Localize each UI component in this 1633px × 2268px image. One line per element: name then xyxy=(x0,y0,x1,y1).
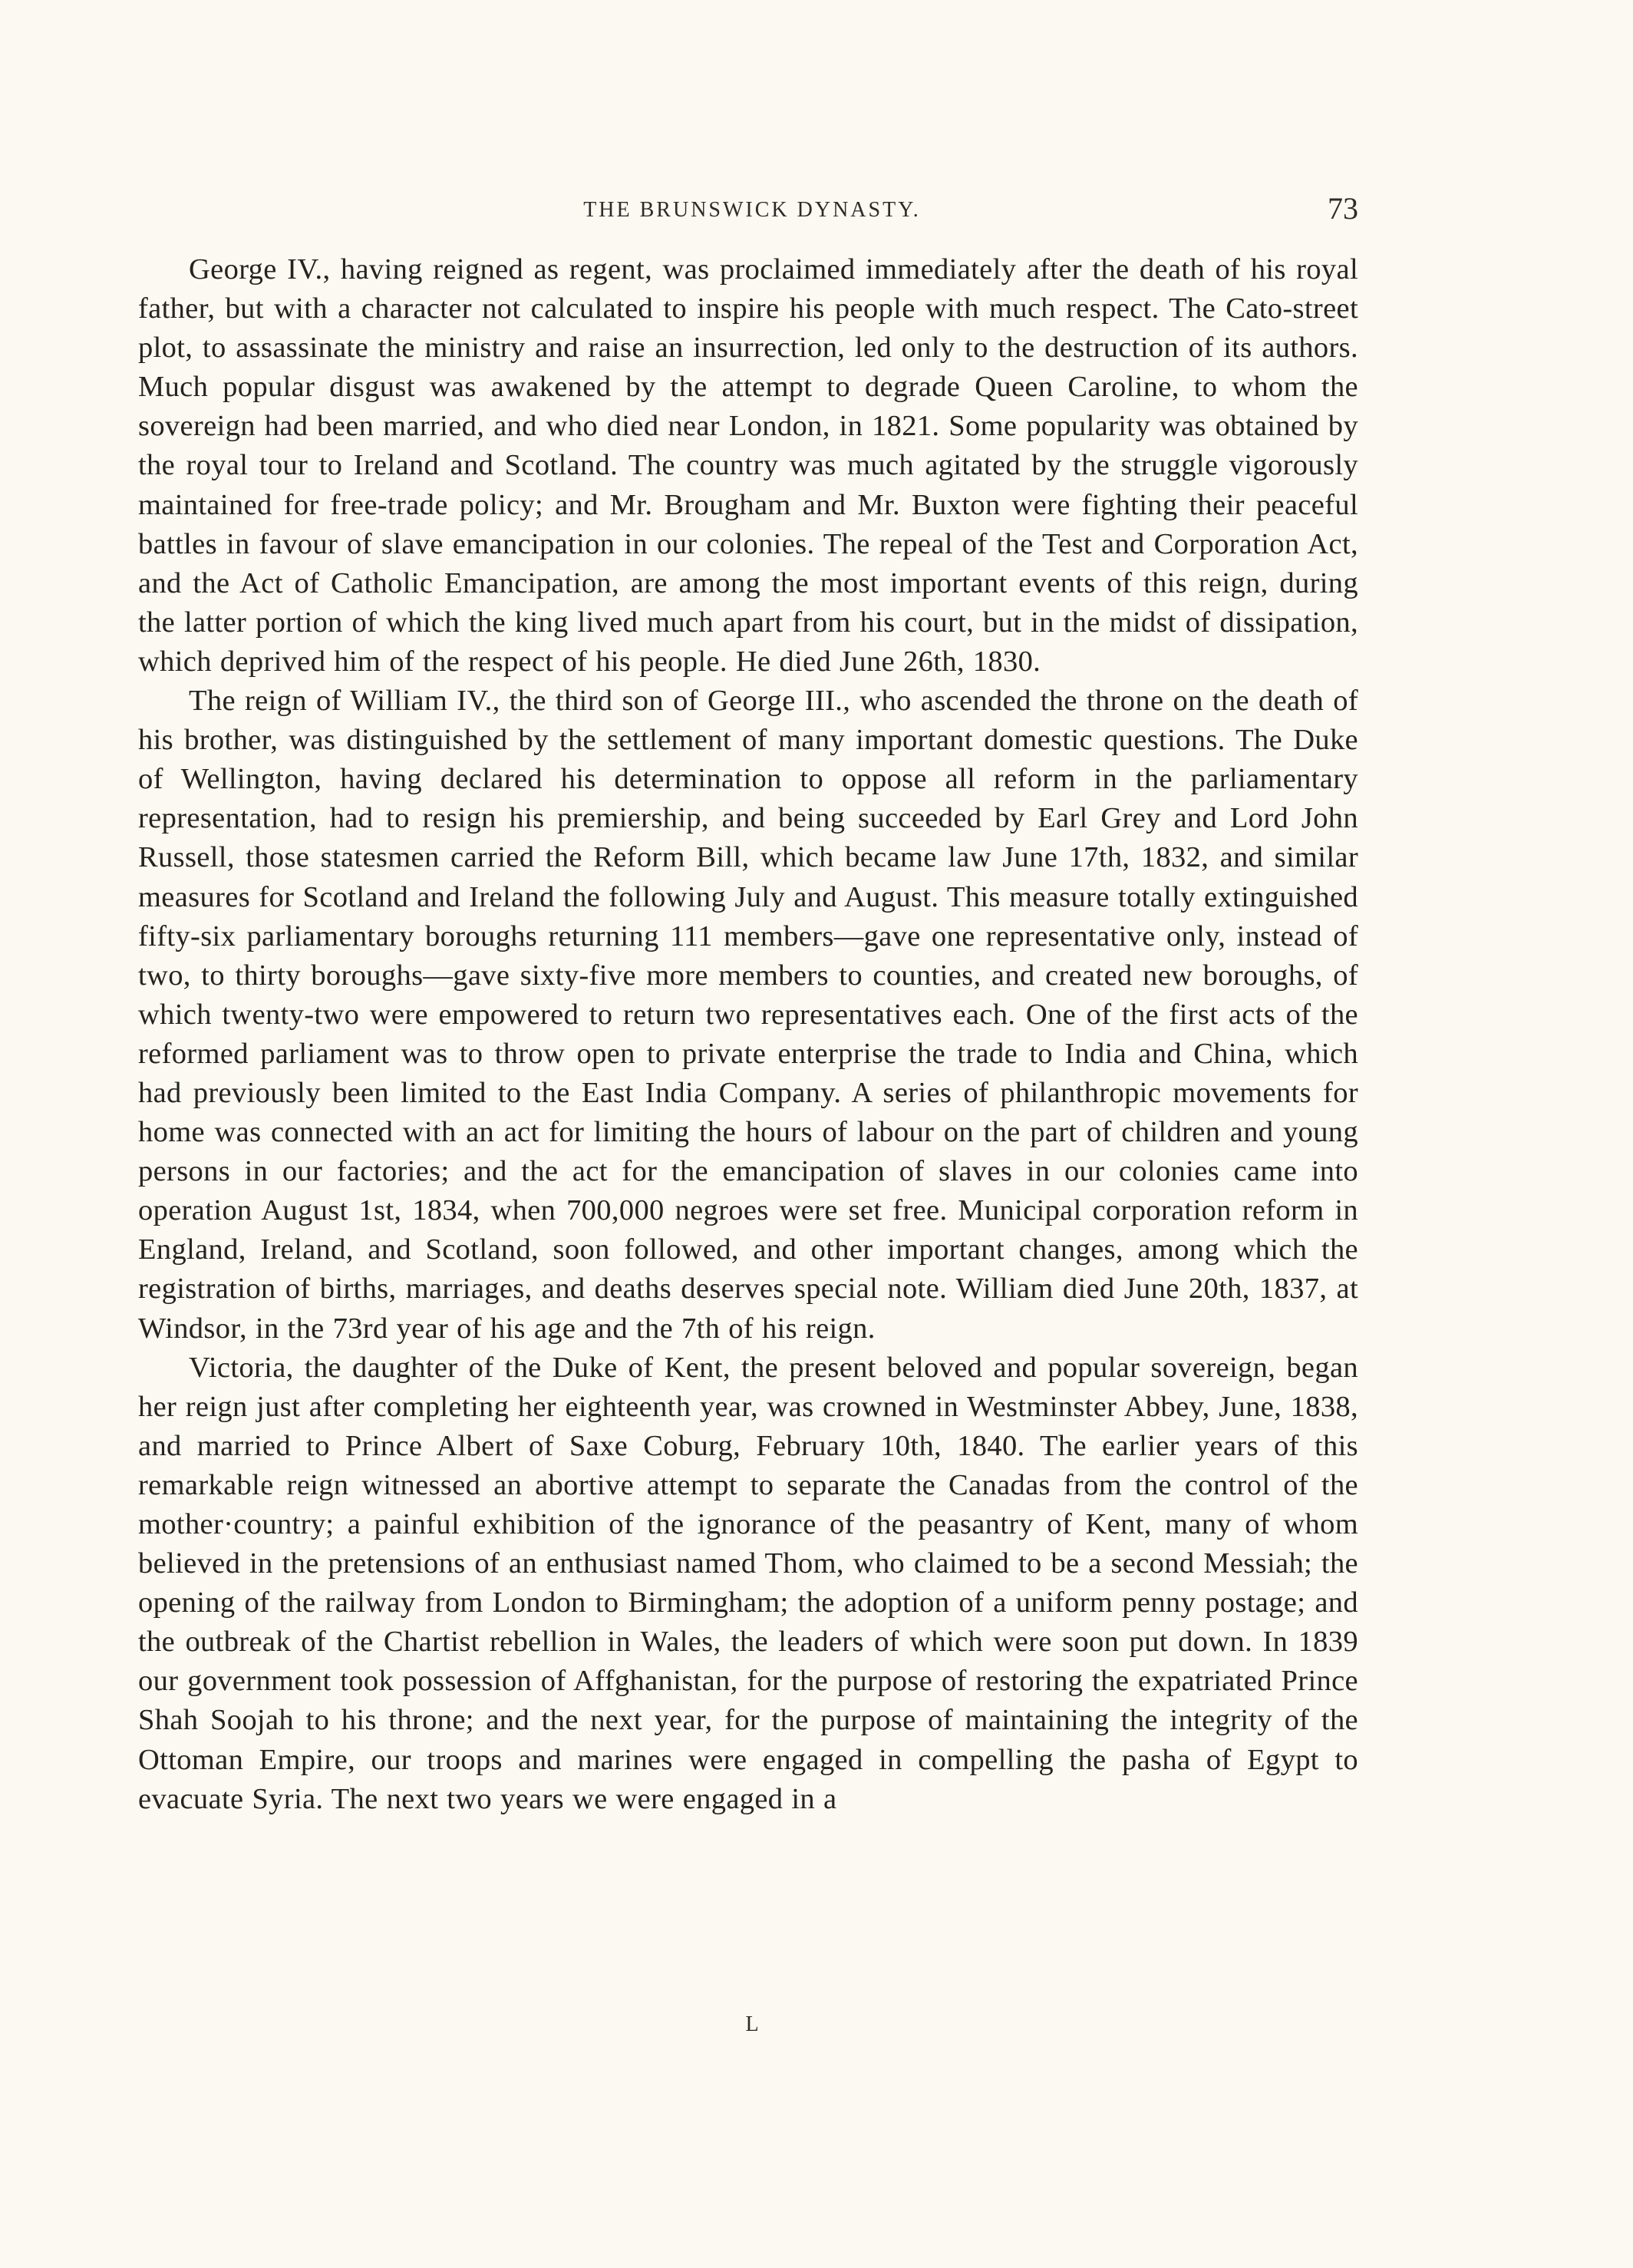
signature-mark: L xyxy=(745,2012,759,2036)
paragraph-george-iv: George IV., having reigned as regent, was proclaimed immediately after the death of his royal father, but with a character not calculated to inspire his people with much respect. The Cato-street plot, to assassinate the ministry and raise an insurrection, led only to the destruction of its authors. Much popular disgust was awakened by the attempt to degrade Queen Caroline, to whom the sovereign had been married, and who died near London, in 1821. Some popularity was obtained by the royal tour to Ireland and Scotland. The country was much agitated by the struggle vigorously maintained for free-trade policy; and Mr. Brougham and Mr. Buxton were fighting their peaceful battles in favour of slave emancipation in our colonies. The repeal of the Test and Corporation Act, and the Act of Catholic Emancipation, are among the most important events of this reign, during the latter portion of which the king lived much apart from his court, but in the midst of dissipation, which deprived him of the respect of his people. He died June 26th, 1830. xyxy=(138,253,1358,678)
running-head xyxy=(138,190,1366,229)
running-title: THE BRUNSWICK DYNASTY. xyxy=(583,198,921,222)
paragraph-william-iv: The reign of William IV., the third son of George III., who ascended the throne on the death of his brother, was distinguished by the settlement of many important domestic questions. The Duke of Wellington, having declared his determination to oppose all reform in the parliamentary representation, had to resign his premiership, and being succeeded by Earl Grey and Lord John Russell, those statesmen carried the Reform Bill, which became law June 17th, 1832, and similar measures for Scotland and Ireland the following July and August. This measure totally extinguished fifty-six parliamentary boroughs returning 111 members—gave one representative only, instead of two, to thirty boroughs—gave sixty-five more members to counties, and created new boroughs, of which twenty-two were empowered to return two representatives each. One of the first acts of the reformed parliament was to throw open to private enterprise the trade to India and China, which had previously been limited to the East India Company. A series of philanthropic movements for home was connected with an act for limiting the hours of labour on the part of children and young persons in our factories; and the act for the emancipation of slaves in our colonies came into operation August 1st, 1834, when 700,000 negroes were set free. Municipal corporation reform in England, Ireland, and Scotland, soon followed, and other important changes, among which the registration of births, marriages, and deaths deserves special note. William died June 20th, 1837, at Windsor, in the 73rd year of his age and the 7th of his reign. xyxy=(138,685,1358,1345)
paragraph-victoria: Victoria, the daughter of the Duke of Kent, the present beloved and popular sovereign, began her reign just after completing her eighteenth year, was crowned in Westminster Abbey, June, 1838, and married to Prince Albert of Saxe Coburg, February 10th, 1840. The earlier years of this remarkable reign witnessed an abortive attempt to separate the Canadas from the control of the mother·country; a painful exhibition of the ignorance of the peasantry of Kent, many of whom believed in the pretensions of an enthusiast named Thom, who claimed to be a second Messiah; the opening of the railway from London to Birmingham; the adoption of a uniform penny postage; and the outbreak of the Chartist rebellion in Wales, the leaders of which were soon put down. In 1839 our government took possession of Affghanistan, for the purpose of restoring the expatriated Prince Shah Soojah to his throne; and the next year, for the purpose of maintaining the integrity of the Ottoman Empire, our troops and marines were engaged in compelling the pasha of Egypt to evacuate Syria. The next two years we were engaged in a xyxy=(138,1351,1358,1815)
page-number: 73 xyxy=(1328,191,1358,226)
body-text xyxy=(138,250,1358,1819)
